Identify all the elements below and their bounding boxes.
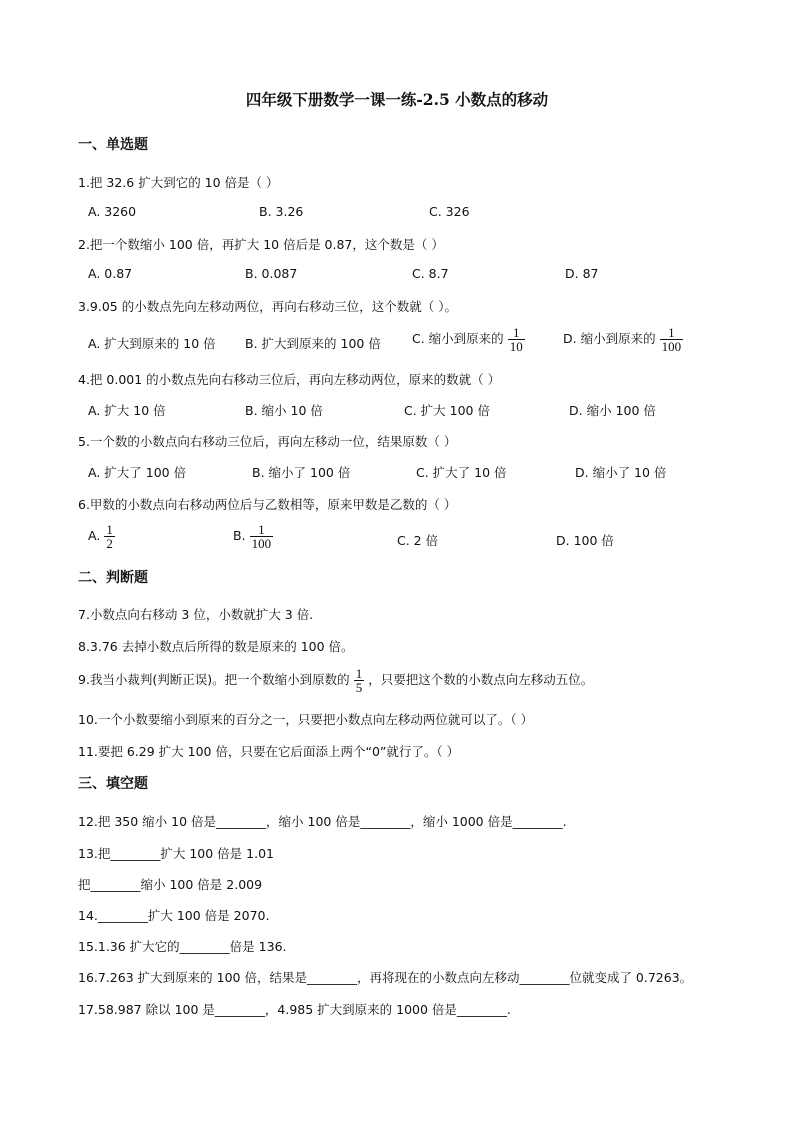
q6-option-b — [233, 523, 273, 550]
question-12: 12.把 350 缩小 10 倍是________，缩小 100 倍是________，缩小 1000 倍是________. — [78, 814, 567, 829]
fraction-denominator: 100 — [661, 339, 682, 354]
q2-option-d: D. 87 — [565, 266, 599, 281]
q3-option-b: B. 扩大到原来的 100 倍 — [245, 336, 381, 351]
q3-option-c-text: C. 缩小到原来的 — [412, 331, 504, 346]
fraction-numerator: 1 — [106, 522, 113, 537]
fraction-denominator: 100 — [251, 536, 272, 551]
question-4: 4.把 0.001 的小数点先向右移动三位后，再向左移动两位，原来的数就（ ） — [78, 372, 501, 387]
q5-option-c: C. 扩大了 10 倍 — [416, 465, 507, 480]
question-9-text-before: 9.我当小裁判(判断正误)。把一个数缩小到原数的 — [78, 672, 350, 687]
fraction-denominator: 2 — [106, 536, 113, 551]
question-13-part-2: 把________缩小 100 倍是 2.009 — [78, 877, 263, 892]
q1-option-c: C. 326 — [429, 204, 470, 219]
q6-option-b-fraction — [250, 523, 274, 550]
question-2: 2.把一个数缩小 100 倍，再扩大 10 倍后是 0.87，这个数是（ ） — [78, 237, 444, 252]
q4-option-b: B. 缩小 10 倍 — [245, 403, 323, 418]
question-10: 10.一个小数要缩小到原来的百分之一，只要把小数点向左移动两位就可以了。（ ） — [78, 712, 534, 727]
question-3: 3.9.05 的小数点先向左移动两位，再向右移动三位，这个数就（ ）。 — [78, 299, 457, 314]
fraction-numerator: 1 — [250, 523, 274, 537]
question-9 — [78, 667, 593, 694]
q6-option-b-text: B. — [233, 528, 246, 543]
fraction-numerator: 1 — [355, 666, 363, 681]
q4-option-c: C. 扩大 100 倍 — [404, 403, 490, 418]
q5-option-a: A. 扩大了 100 倍 — [88, 465, 187, 480]
q3-option-a: A. 扩大到原来的 10 倍 — [88, 336, 216, 351]
fraction-numerator: 1 — [508, 326, 525, 340]
q3-option-d-text: D. 缩小到原来的 — [563, 331, 656, 346]
q5-option-b: B. 缩小了 100 倍 — [252, 465, 351, 480]
q1-option-a: A. 3260 — [88, 204, 137, 219]
question-16: 16.7.263 扩大到原来的 100 倍，结果是________，再将现在的小数点向左移动________位就变成了 0.7263。 — [78, 970, 693, 985]
fraction-denominator: 10 — [509, 339, 523, 354]
q6-option-c: C. 2 倍 — [397, 533, 439, 548]
section-heading-fill-in: 三、填空题 — [78, 776, 148, 792]
q6-option-a-fraction — [104, 523, 115, 550]
q2-option-c: C. 8.7 — [412, 266, 449, 281]
page-title: 四年级下册数学一课一练-2.5 小数点的移动 — [245, 90, 549, 109]
q4-option-a: A. 扩大 10 倍 — [88, 403, 166, 418]
q6-option-a-text: A. — [88, 528, 101, 543]
q5-option-d: D. 缩小了 10 倍 — [575, 465, 667, 480]
q3-option-c-fraction — [508, 326, 525, 353]
question-15: 15.1.36 扩大它的________倍是 136. — [78, 939, 287, 954]
question-1: 1.把 32.6 扩大到它的 10 倍是（ ） — [78, 175, 279, 190]
section-heading-true-false: 二、判断题 — [78, 570, 148, 586]
q6-option-d: D. 100 倍 — [556, 533, 614, 548]
question-11: 11.要把 6.29 扩大 100 倍，只要在它后面添上两个“0”就行了。（ ） — [78, 744, 460, 759]
question-6: 6.甲数的小数点向右移动两位后与乙数相等，原来甲数是乙数的（ ） — [78, 497, 457, 512]
q6-option-a — [88, 523, 115, 550]
question-13-part-1: 13.把________扩大 100 倍是 1.01 — [78, 846, 274, 861]
fraction-numerator: 1 — [660, 326, 684, 340]
q2-option-b: B. 0.087 — [245, 266, 298, 281]
q3-option-d-fraction — [660, 326, 684, 353]
question-9-text-after: ，只要把这个数的小数点向左移动五位。 — [368, 672, 594, 687]
section-heading-single-choice: 一、单选题 — [78, 137, 148, 153]
q1-option-b: B. 3.26 — [259, 204, 304, 219]
q3-option-d — [563, 326, 683, 353]
question-9-fraction — [354, 667, 365, 694]
question-14: 14.________扩大 100 倍是 2070. — [78, 908, 270, 923]
q4-option-d: D. 缩小 100 倍 — [569, 403, 656, 418]
q2-option-a: A. 0.87 — [88, 266, 133, 281]
question-5: 5.一个数的小数点向右移动三位后，再向左移动一位，结果原数（ ） — [78, 434, 457, 449]
question-7: 7.小数点向右移动 3 位，小数就扩大 3 倍. — [78, 607, 314, 622]
question-17: 17.58.987 除以 100 是________，4.985 扩大到原来的 1000 倍是________. — [78, 1002, 511, 1017]
fraction-denominator: 5 — [355, 680, 363, 695]
q3-option-c — [412, 326, 525, 353]
question-8: 8.3.76 去掉小数点后所得的数是原来的 100 倍。 — [78, 639, 354, 654]
